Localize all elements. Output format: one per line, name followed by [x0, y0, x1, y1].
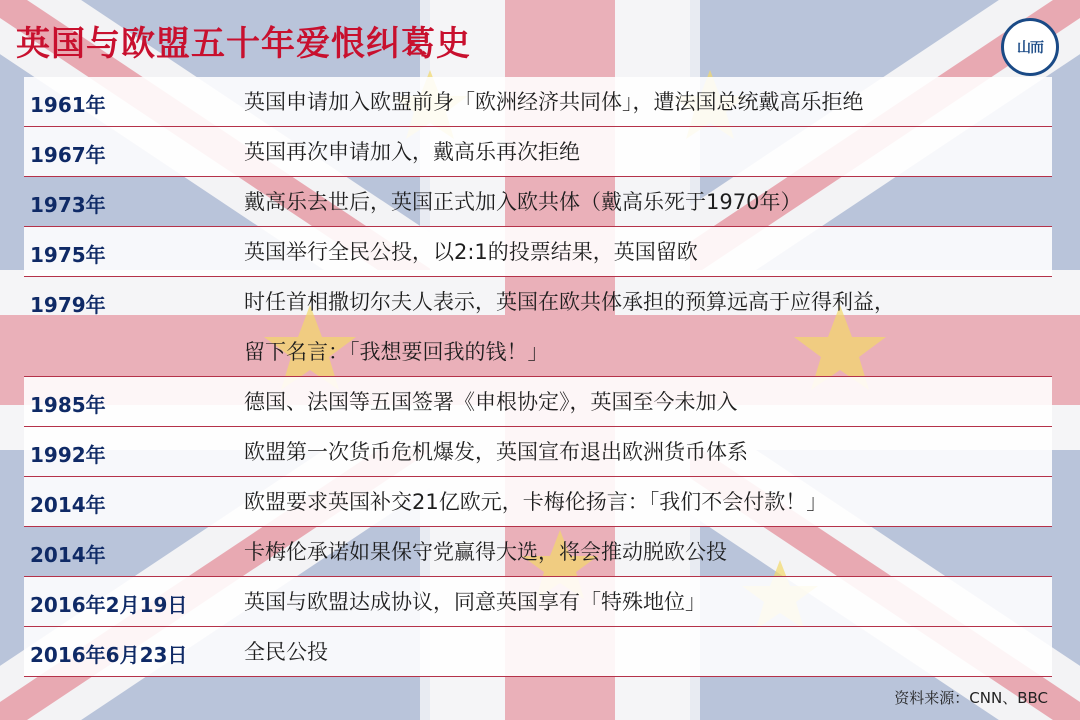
timeline-row: [24, 127, 1052, 177]
timeline-event: 英国再次申请加入，戴高乐再次拒绝: [244, 140, 580, 164]
timeline-year: 2014年: [30, 543, 106, 567]
timeline-event: 英国举行全民公投，以2:1的投票结果，英国留欧: [244, 240, 698, 264]
timeline-year: 1975年: [30, 243, 106, 267]
timeline-year: 1992年: [30, 443, 106, 467]
publisher-logo: [1001, 18, 1059, 76]
timeline-year: 2016年6月23日: [30, 643, 188, 667]
timeline-year: 1967年: [30, 143, 106, 167]
timeline-event: 时任首相撒切尔夫人表示，英国在欧共体承担的预算远高于应得利益，: [244, 290, 895, 314]
timeline-year: 2014年: [30, 493, 106, 517]
timeline-row: [24, 627, 1052, 677]
timeline-row: [24, 377, 1052, 427]
timeline-row: [24, 77, 1052, 127]
timeline-row: [24, 277, 1052, 377]
timeline-row: [24, 227, 1052, 277]
timeline-year: 1979年: [30, 293, 106, 317]
timeline-event: 欧盟要求英国补交21亿欧元，卡梅伦扬言：「我们不会付款！」: [244, 490, 828, 514]
timeline-row: [24, 177, 1052, 227]
timeline-event: 德国、法国等五国签署《申根协定》，英国至今未加入: [244, 390, 738, 414]
source-credit: 资料来源：CNN、BBC: [894, 689, 1048, 707]
timeline-year: 1961年: [30, 93, 106, 117]
timeline-event-continued: 留下名言：「我想要回我的钱！」: [244, 340, 549, 364]
timeline-event: 欧盟第一次货币危机爆发，英国宣布退出欧洲货币体系: [244, 440, 748, 464]
timeline-row: [24, 427, 1052, 477]
timeline-event: 全民公投: [244, 640, 328, 664]
timeline-event: 卡梅伦承诺如果保守党赢得大选，将会推动脱欧公投: [244, 540, 727, 564]
logo-icon: 山而: [1017, 40, 1043, 56]
timeline-year: 2016年2月19日: [30, 593, 188, 617]
timeline-event: 英国申请加入欧盟前身「欧洲经济共同体」，遭法国总统戴高乐拒绝: [244, 90, 864, 114]
timeline-row: [24, 527, 1052, 577]
timeline-table: [24, 77, 1052, 677]
timeline-row: [24, 477, 1052, 527]
timeline-year: 1985年: [30, 393, 106, 417]
page-title: 英国与欧盟五十年爱恨纠葛史: [16, 24, 471, 64]
timeline-event: 英国与欧盟达成协议，同意英国享有「特殊地位」: [244, 590, 706, 614]
timeline-row: [24, 577, 1052, 627]
timeline-year: 1973年: [30, 193, 106, 217]
timeline-event: 戴高乐去世后，英国正式加入欧共体（戴高乐死于1970年）: [244, 190, 802, 214]
